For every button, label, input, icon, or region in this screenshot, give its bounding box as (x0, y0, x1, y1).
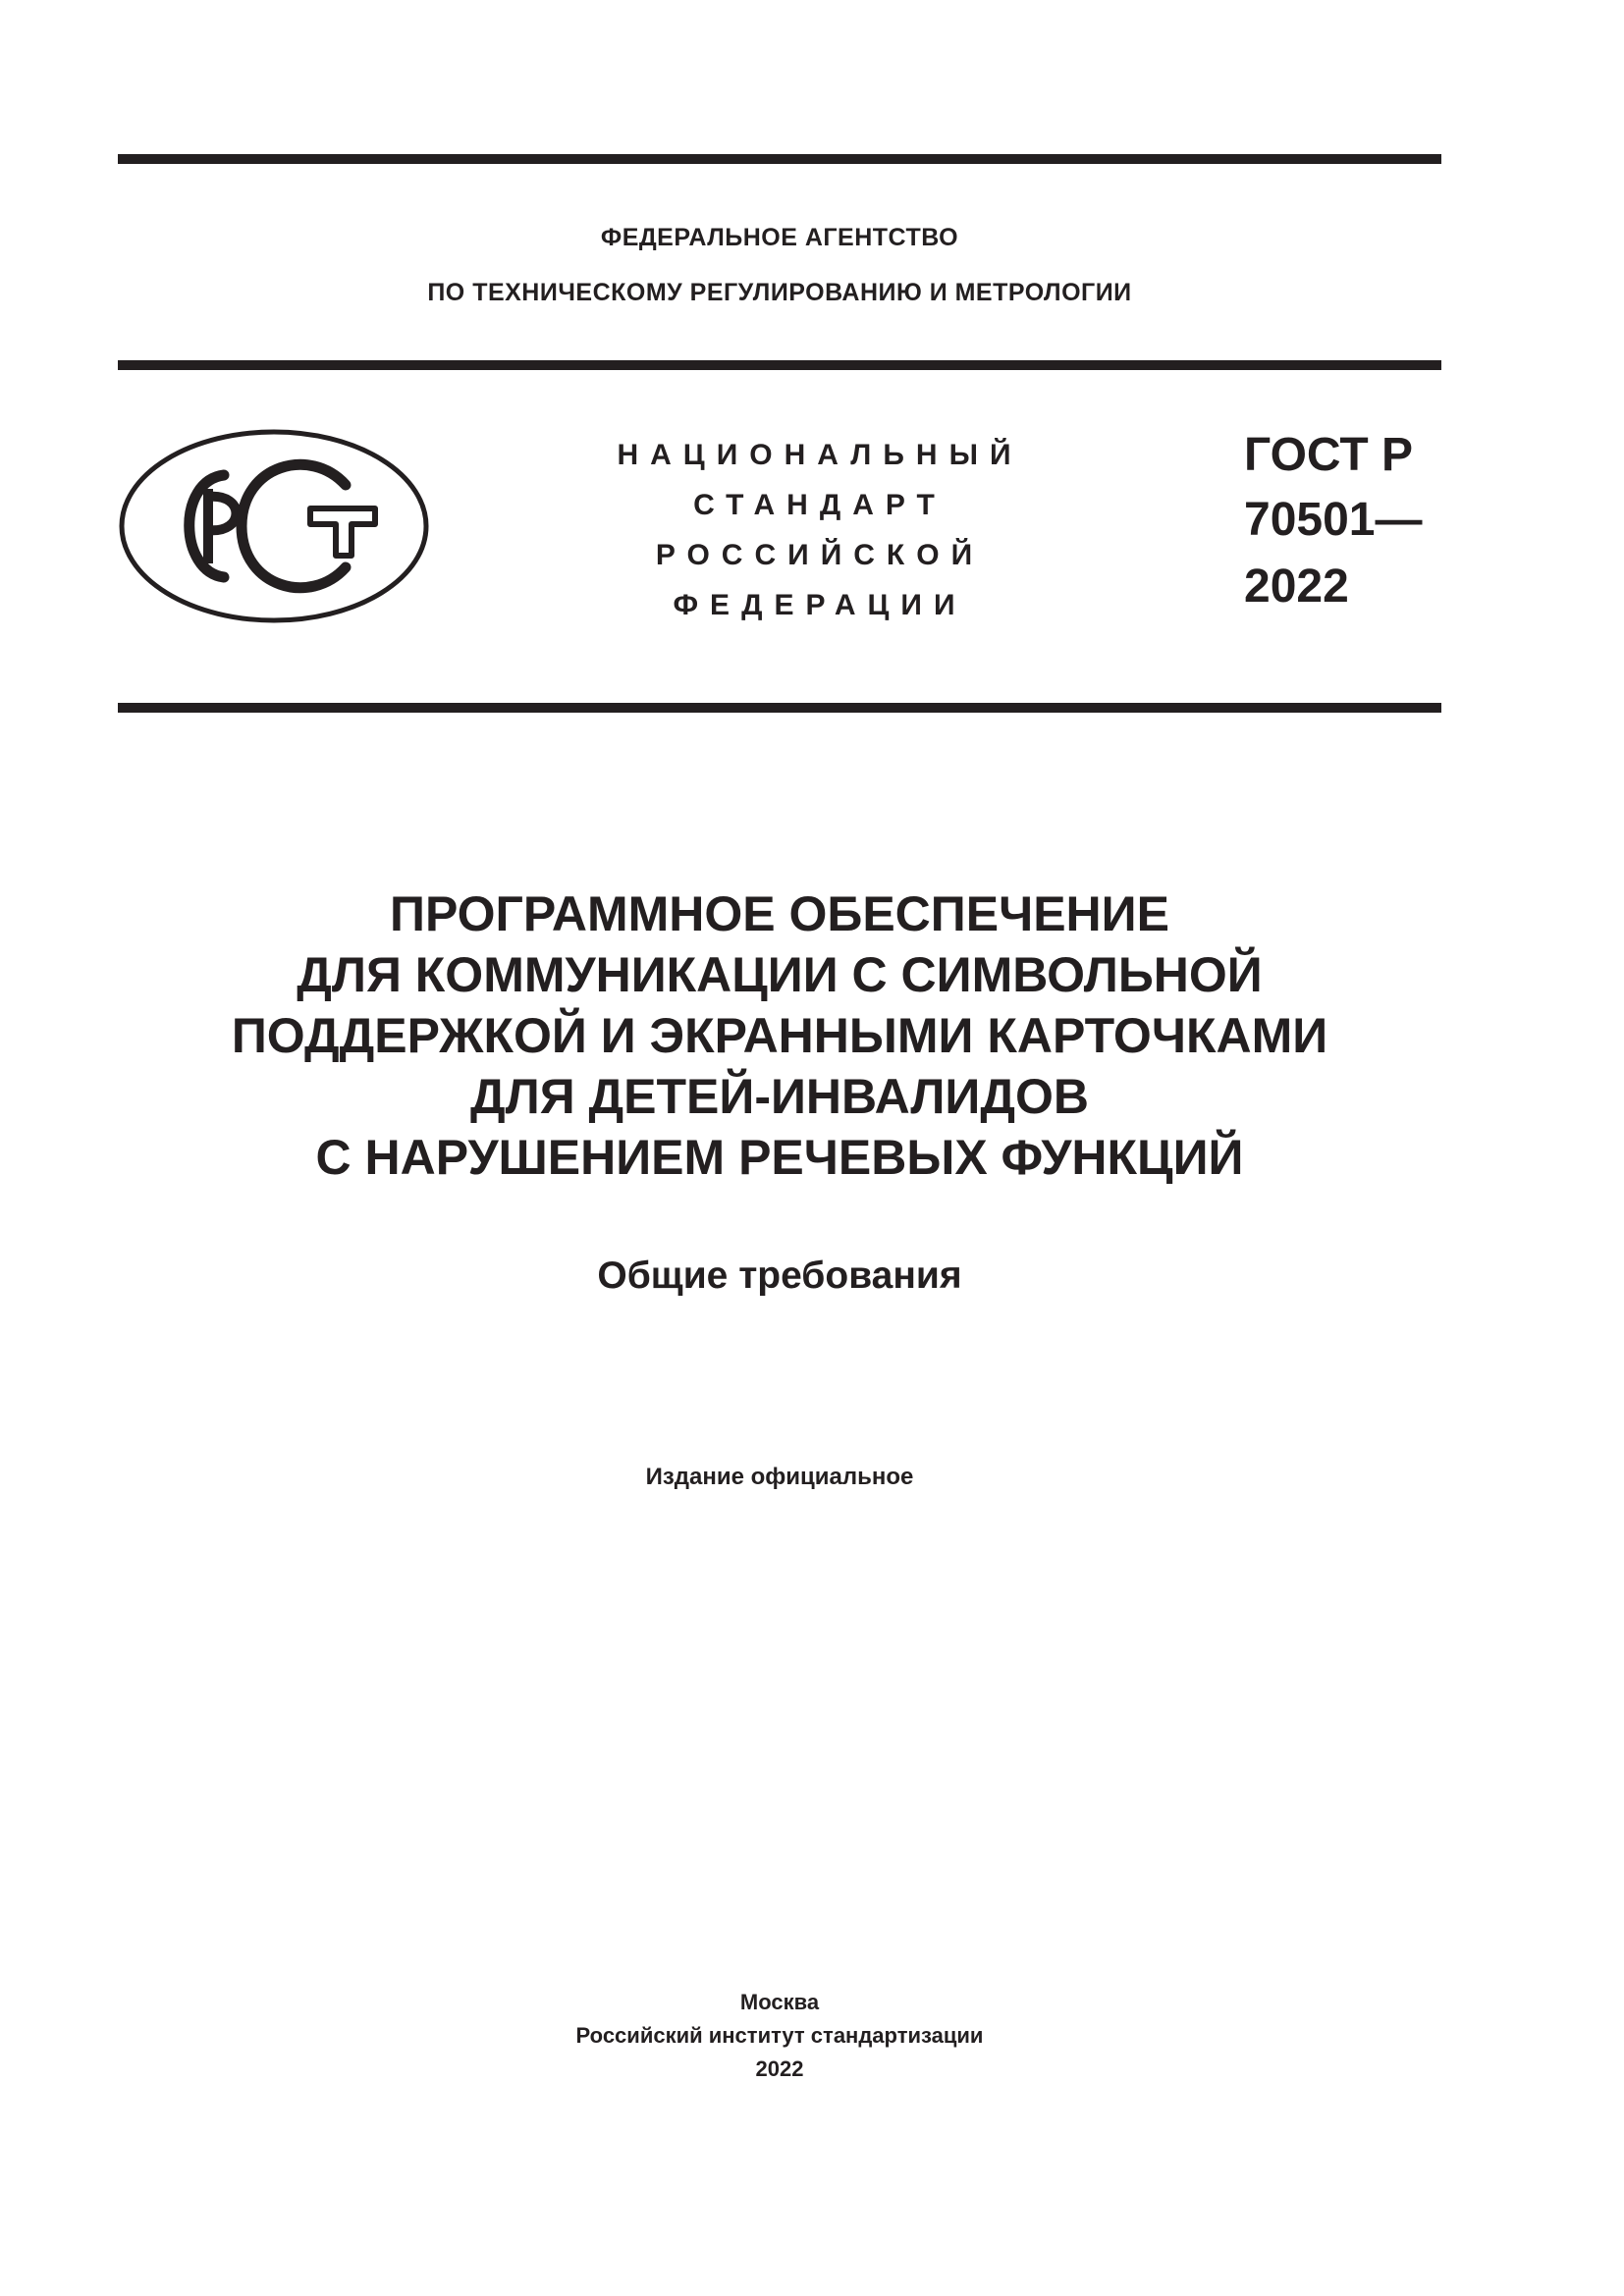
gost-number: 70501— (1244, 494, 1423, 546)
publisher-year: 2022 (755, 2056, 804, 2081)
gost-year: 2022 (1244, 561, 1349, 613)
title-line: ДЛЯ ДЕТЕЙ-ИНВАЛИДОВ (469, 1069, 1089, 1124)
national-standard-line: СТАНДАРТ (693, 489, 947, 521)
title-line: С НАРУШЕНИЕМ РЕЧЕВЫХ ФУНКЦИЙ (315, 1130, 1244, 1185)
national-standard-line: РОССИЙСКОЙ (655, 539, 985, 571)
agency-line-1: ФЕДЕРАЛЬНОЕ АГЕНТСТВО (600, 224, 959, 251)
gost-designation: ГОСТ Р (1244, 429, 1414, 481)
middle-rule (118, 360, 1441, 370)
title-line: ПРОГРАММНОЕ ОБЕСПЕЧЕНИЕ (390, 886, 1169, 941)
national-standard-line: ФЕДЕРАЦИИ (673, 589, 967, 621)
document-subtitle: Общие требования (597, 1255, 962, 1297)
publisher-city: Москва (739, 1990, 820, 2014)
document-title (118, 883, 1441, 1188)
publisher-name: Российский институт стандартизации (575, 2023, 984, 2048)
title-line: ПОДДЕРЖКОЙ И ЭКРАННЫМИ КАРТОЧКАМИ (231, 1008, 1328, 1063)
bottom-header-rule (118, 703, 1441, 713)
rst-logo-icon (118, 428, 430, 624)
edition-note: Издание официальное (645, 1464, 914, 1490)
title-line: ДЛЯ КОММУНИКАЦИИ С СИМВОЛЬНОЙ (297, 947, 1263, 1002)
agency-line-2: ПО ТЕХНИЧЕСКОМУ РЕГУЛИРОВАНИЮ И МЕТРОЛОГИИ (427, 279, 1132, 306)
national-standard-line: НАЦИОНАЛЬНЫЙ (617, 439, 1023, 471)
top-rule (118, 154, 1441, 164)
